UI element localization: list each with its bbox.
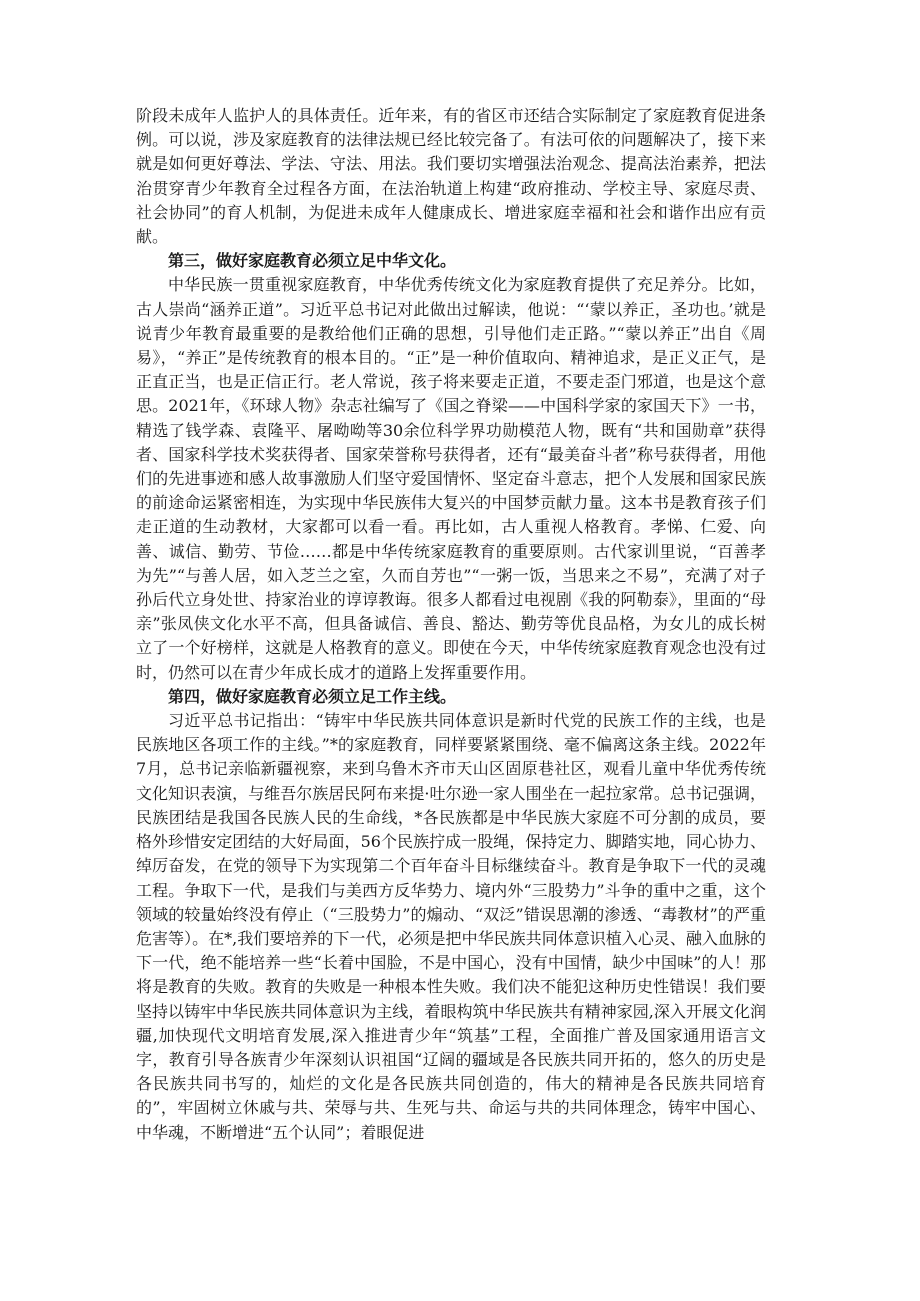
section-heading-fourth: 第四，做好家庭教育必须立足工作主线。: [168, 686, 457, 706]
paragraph-chinese-culture: 中华民族一贯重视家庭教育，中华优秀传统文化为家庭教育提供了充足养分。比如，古人崇尚“涵养正道”。习近平总书记对此做出过解读，他说：“‘蒙以养正，圣功也。’就是说青少年教育最重要的是教给他们正确的思想，引导他们走正路。”“蒙以养正”出自《周易》，“养正”是传统教育的根本目的。“正”是一种价值取向、精神追求，是正义正气，是正直正当，也是正信正行。老人常说，孩子将来要走正道，不要走歪门邪道，也是这个意思。2021年，《环球人物》杂志社编写了《国之脊梁——中国科学家的家国天下》一书，精选了钱学森、袁隆平、屠呦呦等30余位科学界功勋模范人物，既有“共和国勋章”获得者、国家科学技术奖获得者、国家荣誉称号获得者，还有“最美奋斗者”称号获得者，用他们的先进事迹和感人故事激励人们坚守爱国情怀、坚定奋斗意志，把个人发展和国家民族的前途命运紧密相连，为实现中华民族伟大复兴的中国梦贡献力量。这本书是教育孩子们走正道的生动教材，大家都可以看一看。再比如，古人重视人格教育。孝悌、仁爱、向善、诚信、勤劳、节俭……都是中华传统家庭教育的重要原则。古代家训里说，“百善孝为先”“与善人居，如入芝兰之室，久而自芳也”“一粥一饭，当思来之不易”，充满了对子孙后代立身处世、持家治业的谆谆教诲。很多人都看过电视剧《我的阿勒泰》，里面的“母亲”张凤侠文化水平不高，但具备诚信、善良、豁达、勤劳等优良品格，为女儿的成长树立了一个好榜样，这就是人格教育的意义。即使在今天，中华传统家庭教育观念也没有过时，仍然可以在青少年成长成才的道路上发挥重要作用。: [136, 275, 766, 682]
paragraph-continuation: 阶段未成年人监护人的具体责任。近年来，有的省区市还结合实际制定了家庭教育促进条例。可以说，涉及家庭教育的法律法规已经比较完备了。有法可依的问题解决了，接下来就是如何更好尊法、学法、守法、用法。我们要切实增强法治观念、提高法治素养，把法治贯穿青少年教育全过程各方面，在法治轨道上构建“政府推动、学校主导、家庭尽责、社会协同”的育人机制，为促进未成年人健康成长、增进家庭幸福和社会和谐作出应有贡献。: [136, 106, 766, 247]
document-page: [136, 104, 766, 1145]
paragraph-work-mainline: 习近平总书记指出：“铸牢中华民族共同体意识是新时代党的民族工作的主线，也是民族地区各项工作的主线。”*的家庭教育，同样要紧紧围绕、毫不偏离这条主线。2022年7月，总书记亲临新疆视察，来到乌鲁木齐市天山区固原巷社区，观看儿童中华优秀传统文化知识表演，与维吾尔族居民阿布来提·吐尔逊一家人围坐在一起拉家常。总书记强调，民族团结是我国各民族人民的生命线，*各民族都是中华民族大家庭不可分割的成员，要格外珍惜安定团结的大好局面，56个民族拧成一股绳，保持定力、脚踏实地，同心协力、绰厉奋发，在党的领导下为实现第二个百年奋斗目标继续奋斗。教育是争取下一代的灵魂工程。争取下一代，是我们与美西方反华势力、境内外“三股势力”斗争的重中之重，这个领域的较量始终没有停止（“三股势力”的煽动、“双泛”错误思潮的渗透、“毒教材”的严重危害等）。在*,我们要培养的下一代，必须是把中华民族共同体意识植入心灵、融入血脉的下一代，绝不能培养一些“长着中国脸，不是中国心，没有中国情，缺少中国味”的人！那将是教育的失败。教育的失败是一种根本性失败。我们决不能犯这种历史性错误！我们要坚持以铸牢中华民族共同体意识为主线，着眼构筑中华民族共有精神家园,深入开展文化润疆,加快现代文明培育发展,深入推进青少年“筑基”工程，全面推广普及国家通用语言文字，教育引导各族青少年深刻认识祖国“辽阔的疆域是各民族共同开拓的，悠久的历史是各民族共同书写的，灿烂的文化是各民族共同创造的，伟大的精神是各民族共同培育的”，牢固树立休戚与共、荣辱与共、生死与共、命运与共的共同体理念，铸牢中国心、中华魂，不断增进“五个认同”；着眼促进: [136, 711, 766, 1142]
section-heading-third: 第三，做好家庭教育必须立足中华文化。: [168, 251, 457, 271]
